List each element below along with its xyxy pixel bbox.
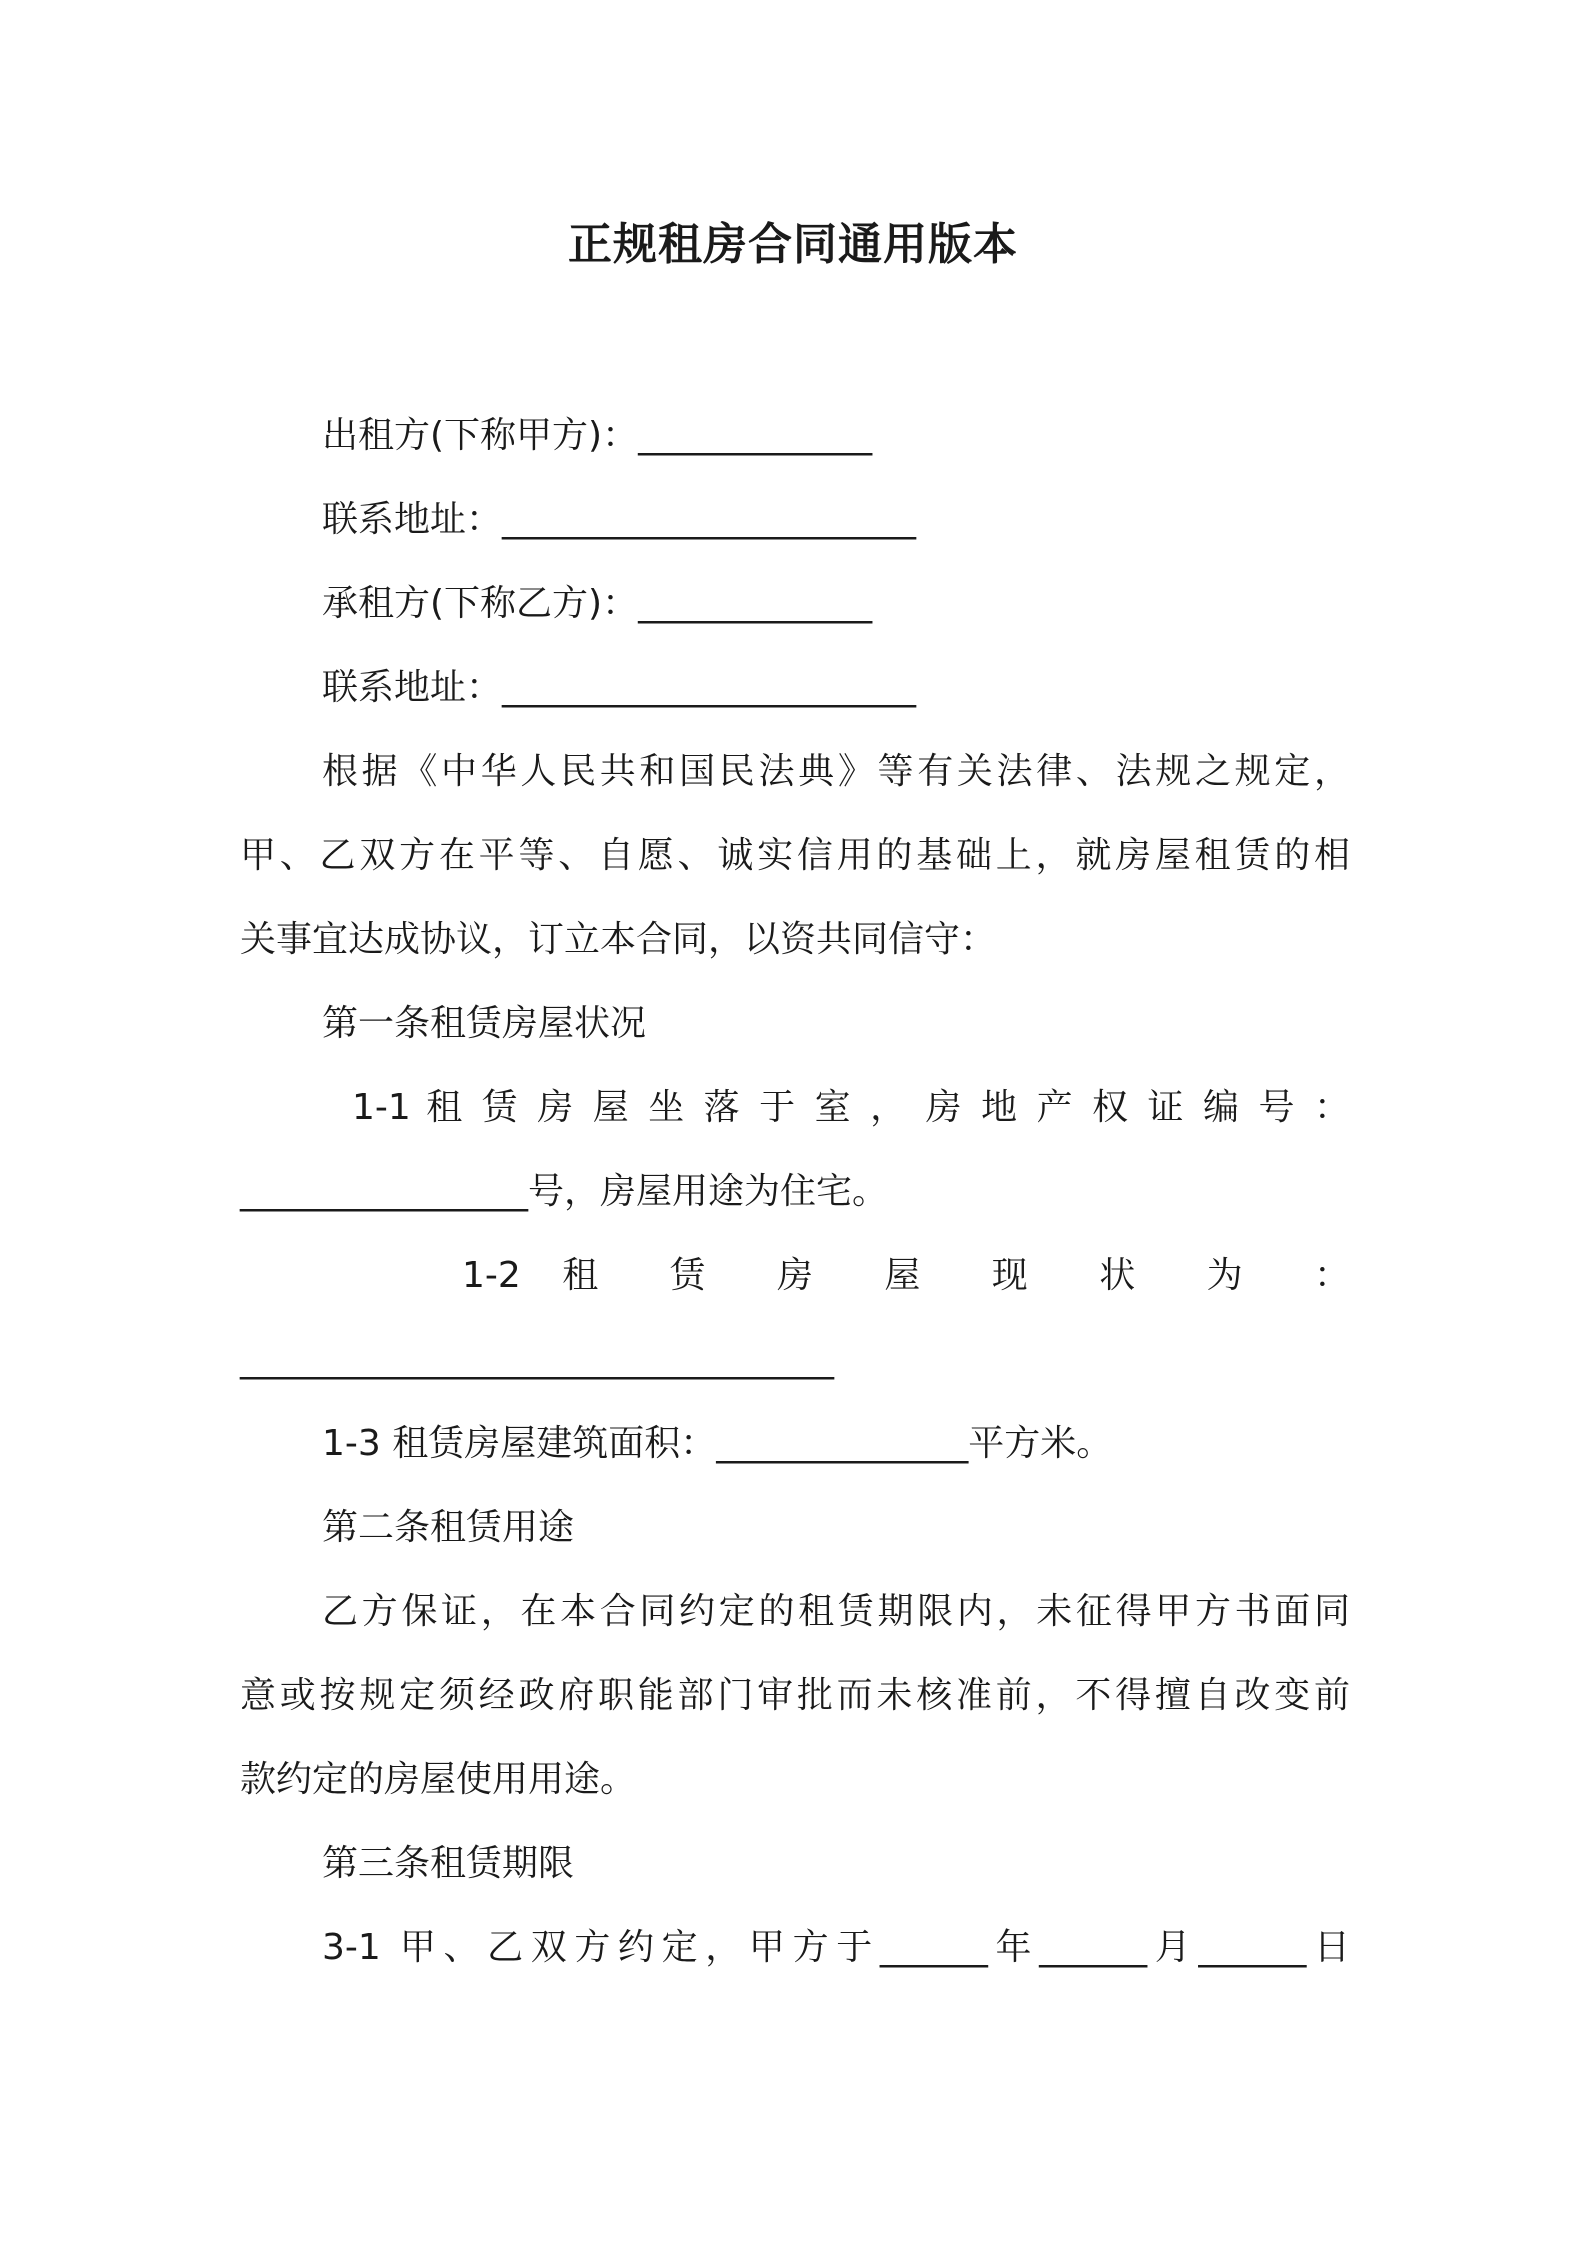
document-title: 正规租房合同通用版本	[568, 219, 1018, 270]
preamble-line-3: 关事宜达成协议，订立本合同，以资共同信守：	[240, 919, 997, 960]
article-2-line-1: 乙方保证，在本合同约定的租赁期限内，未征得甲方书面同	[322, 1591, 1350, 1632]
preamble-line-2: 甲、乙双方在平等、自愿、诚实信用的基础上，就房屋租赁的相	[240, 835, 1350, 876]
clause-1-2: 1-2 租 赁 房 屋 现 状 为 ：	[462, 1255, 1350, 1296]
clause-3-1: 3-1 甲、乙双方约定，甲方于______年______月______日	[322, 1927, 1350, 1968]
lessor-line: 出租方(下称甲方)：_____________	[322, 415, 873, 456]
article-2-line-3: 款约定的房屋使用用途。	[240, 1759, 637, 1800]
clause-1-3: 1-3 租赁房屋建筑面积：______________平方米。	[322, 1423, 1113, 1464]
article-2-heading: 第二条租赁用途	[322, 1507, 575, 1548]
article-3-heading: 第三条租赁期限	[322, 1843, 575, 1884]
article-1-heading: 第一条租赁房屋状况	[322, 1003, 647, 1044]
clause-1-1: 1-1 租 赁 房 屋 坐 落 于 室 ， 房 地 产 权 证 编 号 ：	[352, 1087, 1350, 1128]
preamble-line-1: 根据《中华人民共和国民法典》等有关法律、法规之规定，	[322, 751, 1350, 792]
article-2-line-2: 意或按规定须经政府职能部门审批而未核准前，不得擅自改变前	[240, 1675, 1350, 1716]
lessor-address-line: 联系地址：_______________________	[322, 499, 917, 540]
lessee-line: 承租方(下称乙方)：_____________	[322, 583, 873, 624]
clause-1-1-continued: ________________号，房屋用途为住宅。	[240, 1171, 889, 1212]
lessee-address-line: 联系地址：_______________________	[322, 667, 917, 708]
clause-1-2-blank: _________________________________	[240, 1339, 834, 1380]
